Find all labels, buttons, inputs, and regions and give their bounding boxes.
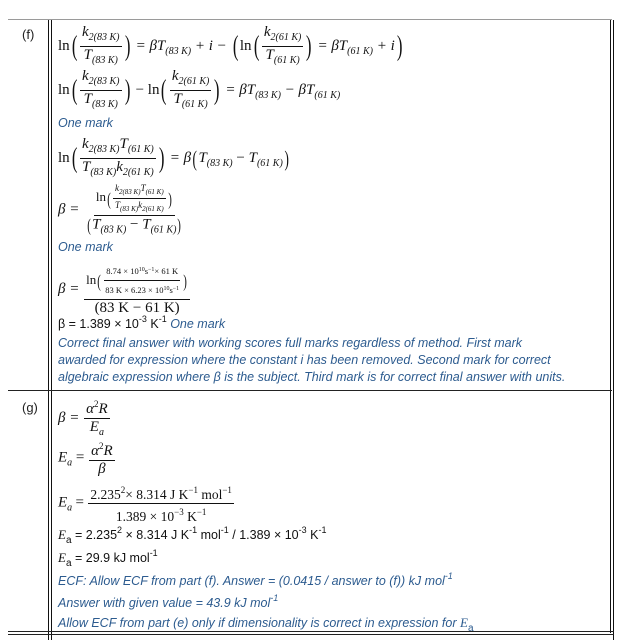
right-border-outer <box>613 20 614 640</box>
math-token: K <box>306 528 319 542</box>
fraction-denominator <box>264 47 302 69</box>
math-token: 2(83 K) <box>118 188 141 196</box>
math-token: (83 K) <box>92 99 118 110</box>
math-token: T <box>198 149 207 166</box>
bottom-border-outer <box>8 634 614 635</box>
math-token: β = 1.389 × 10 <box>58 317 139 331</box>
math-token: -1 <box>444 571 453 581</box>
mark-note-1: One mark <box>58 116 113 130</box>
mark-note-3: One mark <box>170 317 226 331</box>
math-token: T <box>82 159 91 175</box>
math-token: −1 <box>188 485 198 495</box>
math-token: k <box>82 24 89 40</box>
equation-g3 <box>58 482 235 525</box>
math-token: T <box>173 91 182 107</box>
fraction <box>170 68 212 113</box>
math-token: -1 <box>270 593 279 603</box>
parenthesis: ) <box>124 30 130 62</box>
math-token: = βT <box>317 37 348 54</box>
math-token: = β <box>169 149 192 166</box>
math-token: k <box>114 183 119 193</box>
equation-g4 <box>58 525 326 546</box>
math-token: −1 <box>148 267 155 273</box>
math-token: T <box>83 47 92 63</box>
math-token: 2(61 K) <box>270 32 302 43</box>
math-token: 2 <box>99 441 104 451</box>
math-token: × 8.314 J K <box>125 487 189 502</box>
part-f-answer <box>58 22 606 388</box>
fraction <box>84 396 110 441</box>
math-token: T <box>248 149 257 166</box>
math-token: (61 K) <box>150 224 177 236</box>
marking-note-line-3: algebraic expression where β is the subject. Third mark is for correct final answer with units. <box>58 370 566 384</box>
math-token: −3 <box>174 507 184 517</box>
math-token: β = <box>58 280 80 297</box>
math-token: × 8.314 J K <box>122 528 190 542</box>
fraction-denominator <box>80 159 156 181</box>
math-token: 10 <box>138 267 145 273</box>
math-token: β = <box>58 201 80 218</box>
math-token: (83 K) <box>165 45 192 57</box>
math-token: (83 K) <box>119 205 139 213</box>
math-token: mol <box>197 487 223 502</box>
math-token: = <box>75 449 85 466</box>
math-token: Answer with given value = 43.9 kJ mol <box>58 596 271 610</box>
math-token: − <box>130 216 139 233</box>
math-token: (61 K) <box>181 99 208 110</box>
math-token: Allow ECF from part (e) only if dimensionality is correct in expression for <box>58 616 460 630</box>
equation-f4 <box>58 182 185 238</box>
fraction-numerator <box>84 262 190 300</box>
fraction-numerator <box>89 438 115 461</box>
math-token: = 2.235 <box>71 528 118 542</box>
parenthesis: ( <box>97 270 102 291</box>
math-token: ln <box>95 188 106 204</box>
math-token: E <box>89 419 99 435</box>
fraction <box>89 438 115 478</box>
parenthesis: ) <box>214 74 220 106</box>
label-column-border <box>48 20 49 640</box>
math-token: E <box>58 449 68 466</box>
math-token: K <box>146 317 159 331</box>
math-token: −1 <box>196 507 207 517</box>
math-token: E <box>58 550 66 565</box>
math-token: 2(61 K) <box>142 205 164 213</box>
math-token: α <box>91 443 100 459</box>
parenthesis: ( <box>71 142 78 174</box>
math-token: k <box>82 136 89 152</box>
fraction-denominator <box>113 199 166 215</box>
math-token: k <box>171 68 179 84</box>
math-token: (61 K) <box>145 188 164 196</box>
fraction-denominator <box>84 216 184 238</box>
part-label-f: (f) <box>22 27 35 42</box>
fraction-numerator <box>113 182 166 199</box>
math-token: (61 K) <box>347 45 373 57</box>
math-token: T <box>92 216 101 233</box>
fraction-denominator <box>82 47 120 69</box>
math-token: − ln <box>135 81 160 98</box>
math-token: (83 K) <box>206 157 233 169</box>
ecf-note-3 <box>58 615 474 634</box>
fraction-denominator <box>114 504 209 525</box>
math-token: (83 K) <box>100 224 127 236</box>
parenthesis: ( <box>253 30 260 62</box>
math-token: ln <box>58 37 70 54</box>
math-token: 2 <box>117 525 123 535</box>
math-token: -1 <box>318 525 327 535</box>
math-token: (61 K) <box>256 157 283 169</box>
fraction-numerator <box>88 482 234 504</box>
math-token: R <box>103 443 113 459</box>
math-token: 2(83 K) <box>88 76 120 87</box>
fraction-numerator <box>262 24 304 47</box>
part-label-g: (g) <box>22 400 38 415</box>
math-token: 2 <box>93 399 99 409</box>
math-token: mol <box>197 528 221 542</box>
math-token: 8.74 × 10 <box>106 266 139 276</box>
fraction <box>113 182 166 215</box>
math-token: ln <box>239 37 252 54</box>
parenthesis: ( <box>232 30 239 62</box>
parenthesis: ) <box>396 30 403 62</box>
equation-g5 <box>58 548 158 569</box>
math-token: s <box>144 266 149 276</box>
math-token: / 1.389 × 10 <box>228 528 299 542</box>
parenthesis: ) <box>306 30 312 62</box>
math-token: 83 K × 6.23 × 10 <box>105 285 164 295</box>
math-token: T <box>142 216 151 233</box>
math-token: = 29.9 kJ mol <box>71 551 150 565</box>
parenthesis: ) <box>167 188 172 209</box>
fraction-denominator <box>103 281 181 299</box>
mark-note-2: One mark <box>58 240 113 254</box>
math-token: = βT <box>225 81 256 98</box>
math-token: a <box>467 623 474 634</box>
math-token: a <box>98 427 104 438</box>
math-token: 2(83 K) <box>88 32 120 43</box>
equation-g2 <box>58 438 116 478</box>
math-token: -1 <box>220 525 229 535</box>
result-beta <box>58 314 225 331</box>
marking-note-line-2: awarded for expression where the constant i has been removed. Second mark for correct <box>58 353 551 367</box>
fraction-numerator <box>170 68 212 91</box>
row-divider <box>8 390 612 391</box>
fraction <box>262 24 304 69</box>
fraction-numerator <box>80 68 122 91</box>
fraction <box>80 24 122 69</box>
parenthesis: ) <box>284 145 289 171</box>
math-token: k <box>116 159 123 175</box>
math-token: a <box>67 457 73 469</box>
math-token: 1.389 × 10 <box>115 509 175 524</box>
fraction-numerator <box>80 24 122 47</box>
math-token: −1 <box>222 485 232 495</box>
math-token: -1 <box>149 548 158 558</box>
math-token: k <box>138 200 143 210</box>
math-token: 2 <box>120 485 126 495</box>
math-token: − <box>236 149 245 166</box>
math-token: a <box>67 502 73 514</box>
parenthesis: ) <box>158 142 165 174</box>
fraction <box>103 262 181 299</box>
equation-f2 <box>58 68 340 113</box>
math-token: T <box>114 200 120 210</box>
right-border <box>610 20 611 633</box>
fraction-numerator <box>80 136 156 159</box>
math-token: E <box>58 494 68 511</box>
fraction <box>84 262 190 317</box>
fraction-denominator <box>82 91 120 113</box>
math-token: a <box>65 535 72 546</box>
math-token: T <box>140 183 146 193</box>
math-token: ECF: Allow ECF from part (f). Answer = (0.0415 / answer to (f)) kJ mol <box>58 574 445 588</box>
parenthesis: ) <box>177 215 182 235</box>
math-token: −1 <box>172 286 180 292</box>
fraction-denominator <box>171 91 209 113</box>
label-column-border-inner <box>51 20 52 640</box>
math-token: (83 K) <box>90 167 117 178</box>
fraction-numerator <box>94 182 175 216</box>
parenthesis: ( <box>87 215 91 235</box>
math-token: a <box>65 558 72 569</box>
math-token: 2(83 K) <box>88 144 120 155</box>
math-token: k <box>82 68 89 84</box>
math-token: = <box>75 494 85 511</box>
math-token: K <box>183 509 197 524</box>
parenthesis: ( <box>71 74 78 106</box>
equation-f1 <box>58 24 404 69</box>
fraction-numerator <box>84 396 110 419</box>
math-token: ln <box>86 271 97 287</box>
math-token: -1 <box>189 525 198 535</box>
math-token: (61 K) <box>273 55 300 66</box>
fraction <box>84 182 184 238</box>
math-token: β = <box>58 409 80 426</box>
math-token: s <box>169 285 173 295</box>
equation-g1 <box>58 396 111 441</box>
math-token: = βT <box>135 37 166 54</box>
top-border <box>8 19 612 20</box>
math-token: 2(61 K) <box>178 76 210 87</box>
math-token: β <box>98 461 106 477</box>
math-token: + i <box>376 37 395 54</box>
parenthesis: ) <box>124 74 130 106</box>
math-token: (61 K) <box>314 89 341 101</box>
math-token: E <box>460 615 468 630</box>
math-token: -3 <box>138 314 147 324</box>
math-token: ln <box>58 149 70 166</box>
math-token: α <box>86 401 94 417</box>
fraction <box>80 136 156 181</box>
math-token: − βT <box>284 81 315 98</box>
math-token: T <box>265 47 274 63</box>
math-token: (83 K) <box>92 55 118 66</box>
math-token: E <box>58 527 66 542</box>
math-token: 10 <box>163 286 170 292</box>
math-token: T <box>119 136 128 152</box>
parenthesis: ( <box>161 74 167 106</box>
math-token: × 61 K <box>154 266 179 276</box>
math-token: -1 <box>158 314 167 324</box>
marking-note-line-1: Correct final answer with working scores full marks regardless of method. First mark <box>58 336 523 350</box>
math-token: -3 <box>298 525 307 535</box>
math-token: (83 K − 61 K) <box>94 300 180 316</box>
math-token: T <box>83 91 92 107</box>
parenthesis: ( <box>107 188 111 209</box>
parenthesis: ( <box>192 145 197 171</box>
ecf-note-2 <box>58 593 278 610</box>
math-token: (83 K) <box>255 89 281 101</box>
parenthesis: ) <box>183 270 187 291</box>
math-token: 2(61 K) <box>122 167 154 178</box>
math-token: + i − <box>194 37 227 54</box>
fraction-numerator <box>104 262 180 281</box>
equation-f5 <box>58 262 191 317</box>
part-g-answer <box>58 394 606 634</box>
ecf-note-1 <box>58 571 453 588</box>
math-token: 2.235 <box>90 487 121 502</box>
fraction <box>80 68 122 113</box>
math-token: (61 K) <box>127 144 154 155</box>
math-token: k <box>263 24 271 40</box>
math-token: R <box>98 401 108 417</box>
fraction <box>88 482 234 525</box>
math-token: ln <box>58 81 70 98</box>
parenthesis: ( <box>71 30 78 62</box>
equation-f3 <box>58 136 290 181</box>
